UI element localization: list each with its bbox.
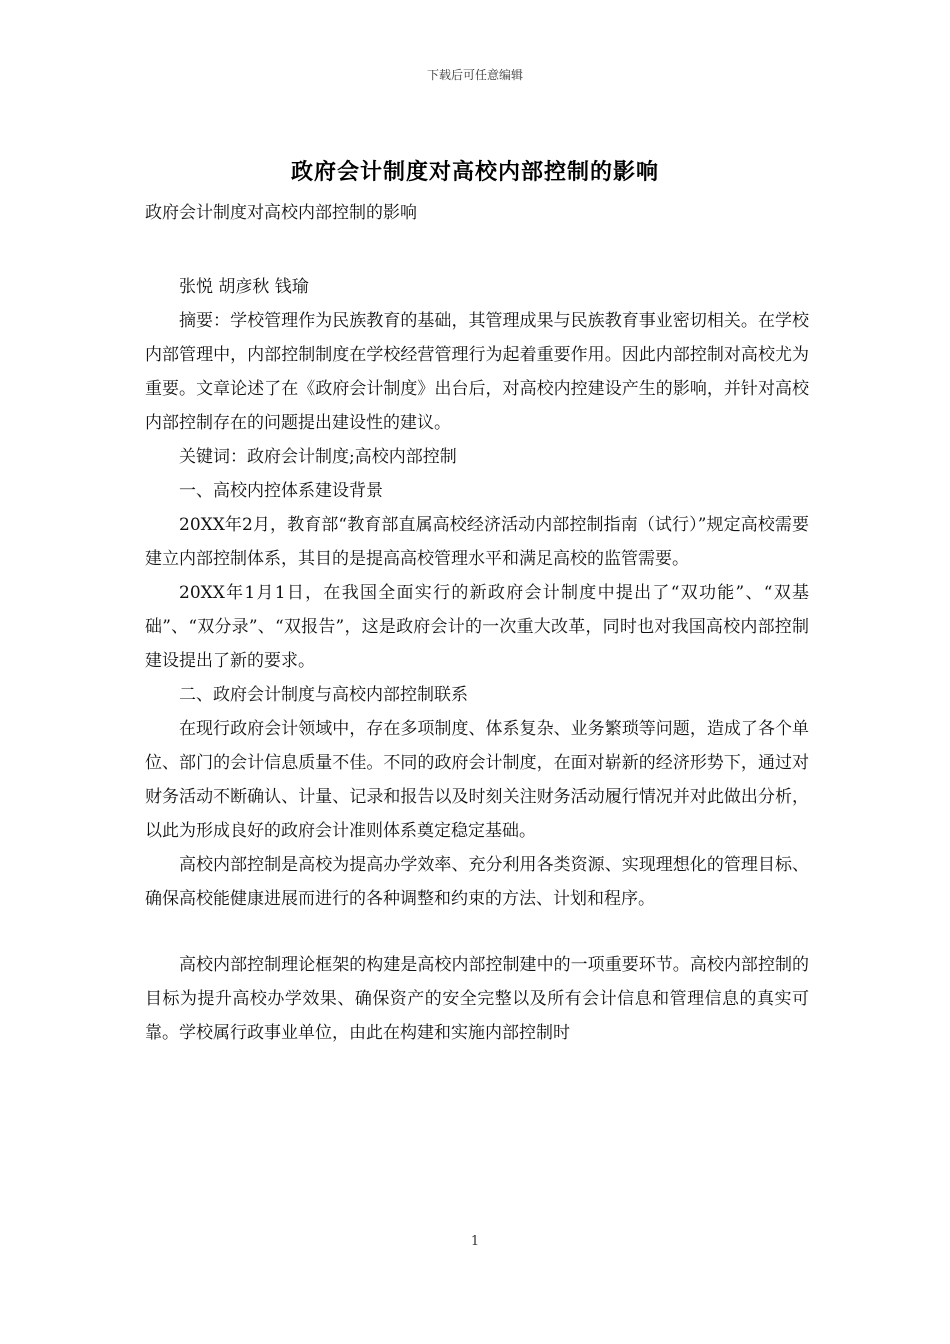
section-heading-2: 二、政府会计制度与高校内部控制联系	[179, 685, 468, 705]
body-paragraph: 高校内部控制理论框架的构建是高校内部控制建中的一项重要环节。高校内部控制的目标为提升高校办学效果、确保资产的安全完整以及所有会计信息和管理信息的真实可靠。学校属行政事业单位，由此在构建和实施内部控制时	[145, 955, 809, 1043]
subtitle: 政府会计制度对高校内部控制的影响	[145, 203, 417, 223]
section-heading-1: 一、高校内控体系建设背景	[179, 481, 383, 501]
header-note: 下载后可任意编辑	[426, 68, 523, 82]
body-paragraph: 20XX年2月，教育部“教育部直属高校经济活动内部控制指南（试行）”规定高校需要建立内部控制体系，其目的是提高高校管理水平和满足高校的监管需要。	[145, 515, 809, 569]
body-paragraph: 20XX年1月1日，在我国全面实行的新政府会计制度中提出了“双功能”、“双基础”、“双分录”、“双报告”，这是政府会计的一次重大改革，同时也对我国高校内部控制建设提出了新的要求。	[145, 583, 809, 671]
document-body	[145, 196, 809, 1050]
keywords-paragraph: 关键词：政府会计制度;高校内部控制	[179, 447, 457, 467]
page-number: 1	[470, 1234, 480, 1249]
document-title: 政府会计制度对高校内部控制的影响	[290, 159, 659, 185]
authors: 张悦 胡彦秋 钱瑜	[179, 277, 309, 297]
body-paragraph: 高校内部控制是高校为提高办学效率、充分利用各类资源、实现理想化的管理目标、确保高校能健康进展而进行的各种调整和约束的方法、计划和程序。	[145, 855, 809, 909]
body-paragraph: 在现行政府会计领域中，存在多项制度、体系复杂、业务繁琐等问题，造成了各个单位、部门的会计信息质量不佳。不同的政府会计制度，在面对崭新的经济形势下，通过对财务活动不断确认、计量、记录和报告以及时刻关注财务活动履行情况并对此做出分析，以此为形成良好的政府会计准则体系奠定稳定基础。	[145, 719, 809, 841]
abstract-paragraph: 摘要：学校管理作为民族教育的基础，其管理成果与民族教育事业密切相关。在学校内部管理中，内部控制制度在学校经营管理行为起着重要作用。因此内部控制对高校尤为重要。文章论述了在《政府会计制度》出台后，对高校内控建设产生的影响，并针对高校内部控制存在的问题提出建设性的建议。	[145, 311, 809, 433]
